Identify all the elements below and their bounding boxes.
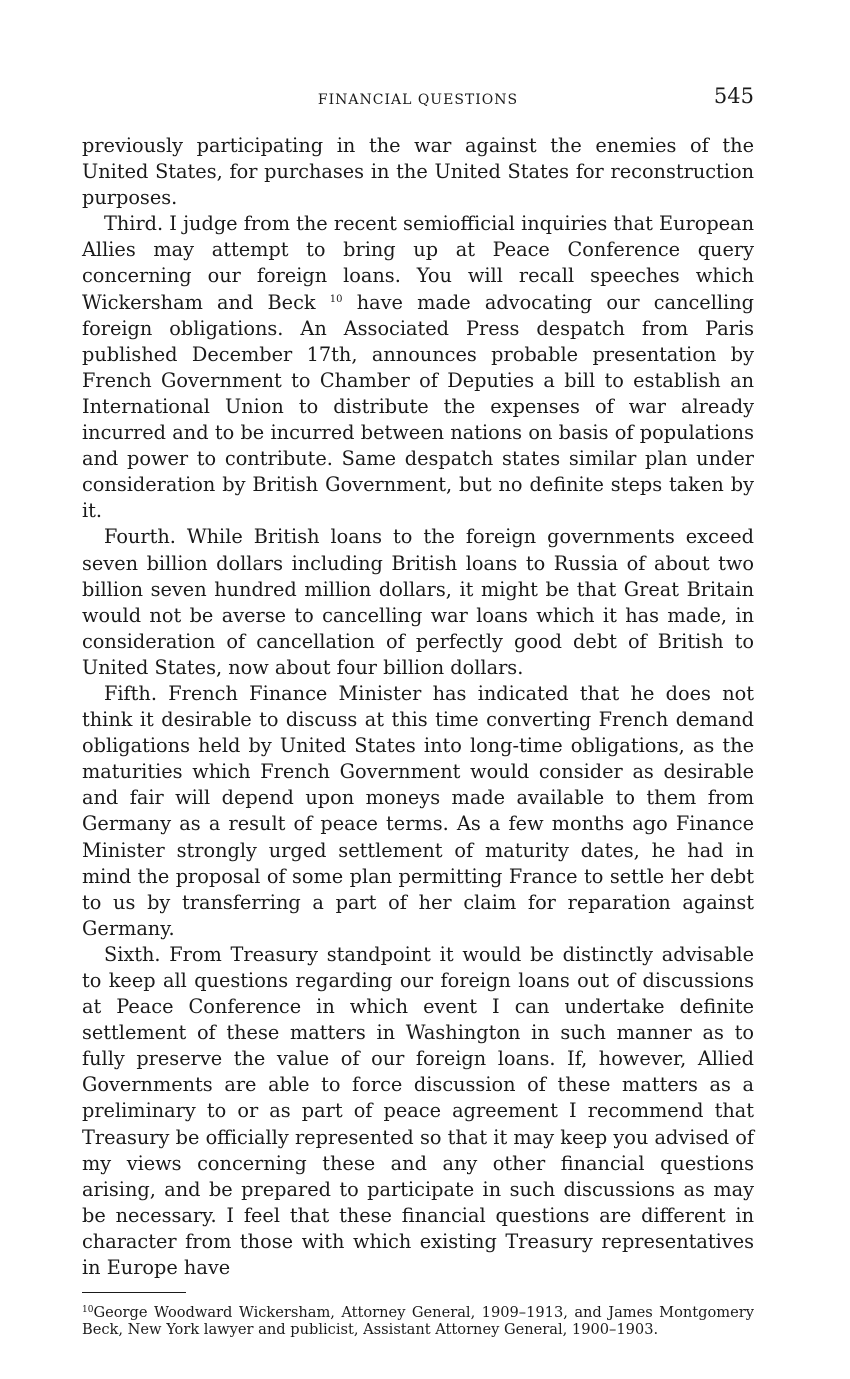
footnote-divider xyxy=(82,1292,186,1293)
paragraph-third-text-before-note: Third. I judge from the recent semiofficial inquiries that European Allies may attempt to bring up at Peace Conference query concerning our foreign loans. You will recall speeches which Wickersham and Beck xyxy=(82,212,754,314)
footnote-reference[interactable]: 10 xyxy=(329,293,343,305)
paragraph-sixth: Sixth. From Treasury standpoint it would be distinctly advisable to keep all questions regarding our foreign loans out of discussions at Peace Conference in which event I can undertake definite settlement of these matters in Washington in such manner as to fully preserve the value of our foreign loans. If, however, Allied Governments are able to force discussion of these matters as a preliminary to or as part of peace agreement I recommend that Treasury be officially represented so that it may keep you advised of my views concerning these and any other financial questions arising, and be prepared to participate in such discussions as may be necessary. I feel that these financial questions are different in character from those with which existing Treasury representatives in Europe have xyxy=(82,942,754,1280)
running-head: FINANCIAL QUESTIONS xyxy=(317,92,519,108)
paragraph-fourth: Fourth. While British loans to the foreign governments exceed seven billion dollars including British loans to Russia of about two billion seven hundred million dollars, it might be that Great Britain would not be averse to cancelling war loans which it has made, in consideration of cancellation of perfectly good debt of British to United States, now about four billion dollars. xyxy=(82,525,754,679)
paragraph-third-text-after-note: have made advocating our cancelling foreign obligations. An Associated Press despatch from Paris published December 17th, announces probable presentation by French Government to Chamber of Deputies a bill to establish an International Union to distribute the expenses of war already incurred and to be incurred between nations on basis of populations and power to contribute. Same despatch states similar plan under consideration by British Government, but no definite steps taken by it. xyxy=(82,290,754,523)
footnote xyxy=(82,1305,754,1338)
footnote-marker: 10 xyxy=(82,1305,94,1316)
paragraph-third xyxy=(82,211,754,524)
footnote-text: George Woodward Wickersham, Attorney General, 1909–1913, and James Montgomery Beck, New York lawyer and publicist, Assistant Attorney General, 1900–1903. xyxy=(82,1304,754,1338)
paragraph-fifth: Fifth. French Finance Minister has indicated that he does not think it desirable to discuss at this time converting French demand obligations held by United States into long-time obligations, as the maturities which French Government would consider as desirable and fair will depend upon moneys made available to them from Germany as a result of peace terms. As a few months ago Finance Minister strongly urged settlement of maturity dates, he had in mind the proposal of some plan permitting France to settle her debt to us by transferring a part of her claim for reparation against Germany. xyxy=(82,681,754,940)
paragraph-continuation: previously participating in the war against the enemies of the United States, for purchases in the United States for reconstruction purposes. xyxy=(82,134,754,210)
page-number: 545 xyxy=(713,84,754,108)
body-text xyxy=(82,133,754,1281)
page-header xyxy=(82,84,754,118)
document-page xyxy=(82,84,754,1338)
